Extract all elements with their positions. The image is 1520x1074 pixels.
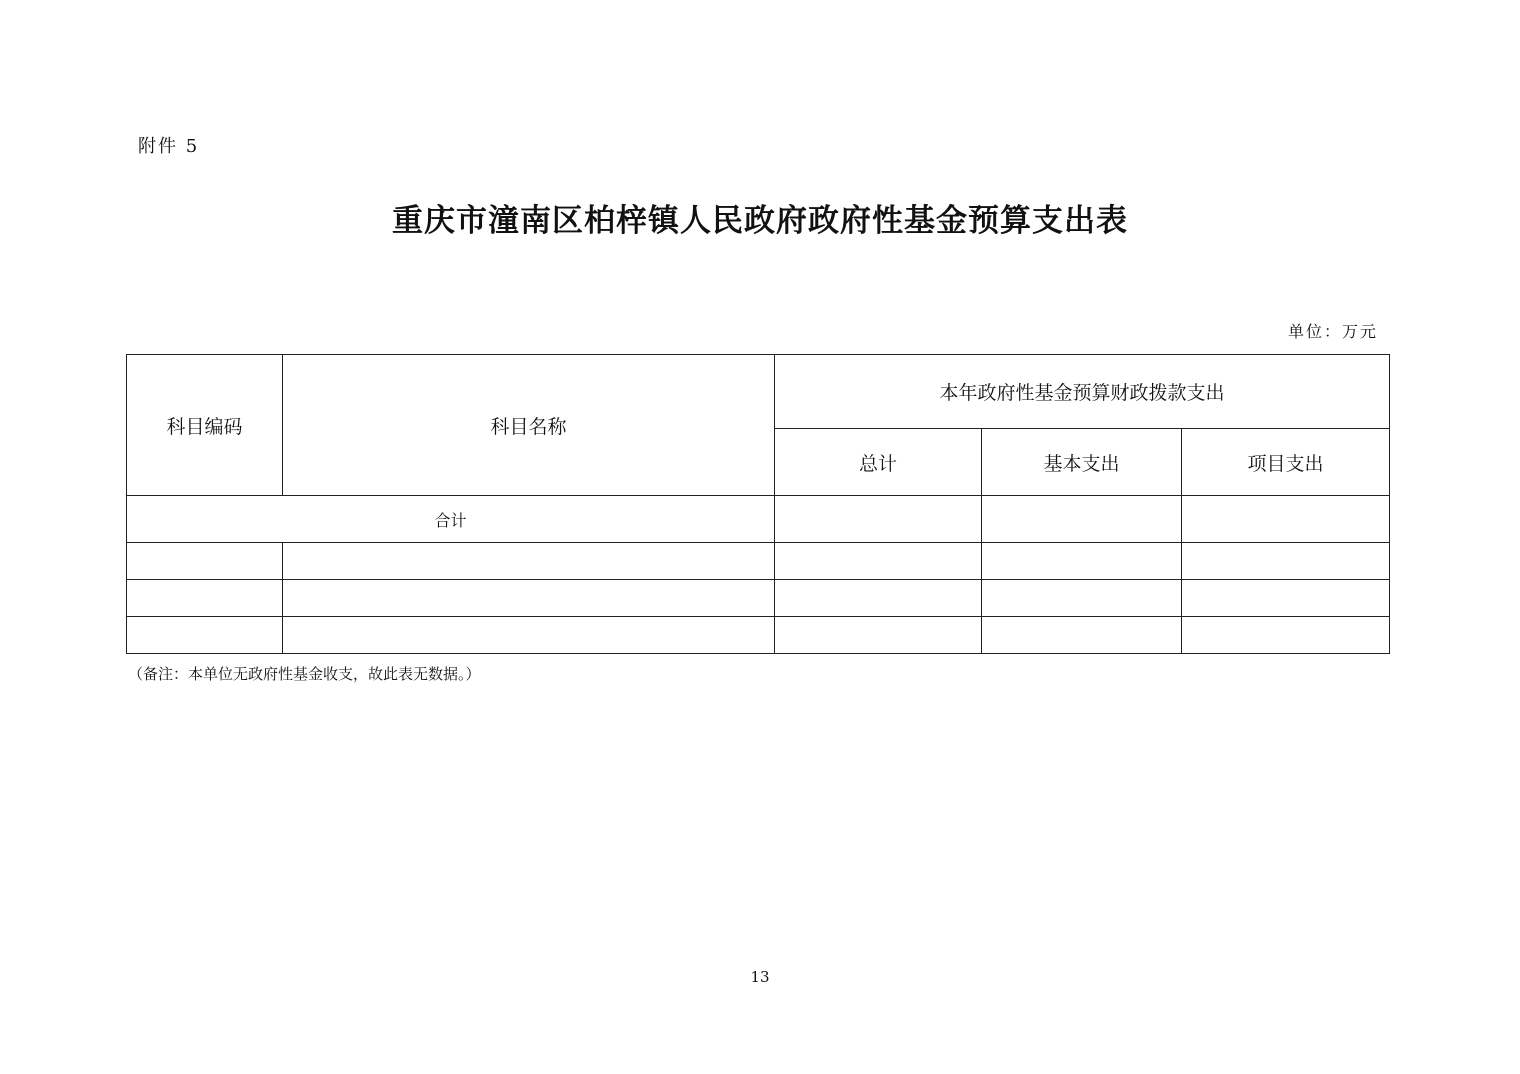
- table-row: [127, 543, 1390, 580]
- cell-basic: [982, 543, 1182, 580]
- unit-label: 单位：万元: [1287, 322, 1378, 341]
- budget-table: [126, 354, 1390, 654]
- cell-name: [283, 580, 775, 617]
- footnote: （备注：本单位无政府性基金收支，故此表无数据。）: [128, 665, 481, 683]
- cell-name: [283, 617, 775, 654]
- page-number: 13: [750, 968, 770, 986]
- header-row-1: [127, 355, 1390, 429]
- header-project: 项目支出: [1182, 429, 1390, 496]
- cell-code: [127, 580, 283, 617]
- cell-project: [1182, 543, 1390, 580]
- cell-total: [775, 543, 982, 580]
- header-basic: 基本支出: [982, 429, 1182, 496]
- header-code: 科目编码: [127, 355, 283, 496]
- total-cell-basic: [982, 496, 1182, 543]
- table-row: [127, 580, 1390, 617]
- cell-total: [775, 617, 982, 654]
- cell-basic: [982, 580, 1182, 617]
- cell-name: [283, 543, 775, 580]
- cell-code: [127, 617, 283, 654]
- total-label: 合计: [127, 496, 775, 543]
- total-cell-total: [775, 496, 982, 543]
- attachment-label: 附件 5: [138, 136, 200, 157]
- cell-total: [775, 580, 982, 617]
- cell-project: [1182, 617, 1390, 654]
- cell-project: [1182, 580, 1390, 617]
- total-row: [127, 496, 1390, 543]
- header-name: 科目名称: [283, 355, 775, 496]
- total-cell-project: [1182, 496, 1390, 543]
- cell-basic: [982, 617, 1182, 654]
- table-row: [127, 617, 1390, 654]
- cell-code: [127, 543, 283, 580]
- page-title: 重庆市潼南区柏梓镇人民政府政府性基金预算支出表: [392, 203, 1128, 239]
- header-total: 总计: [775, 429, 982, 496]
- header-group: 本年政府性基金预算财政拨款支出: [775, 355, 1390, 429]
